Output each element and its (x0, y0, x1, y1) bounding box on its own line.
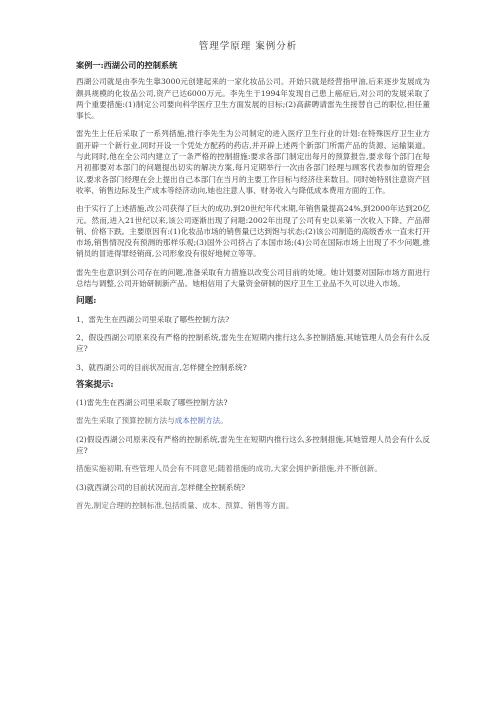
answer-3: 首先,制定合理的控制标准,包括质量、成本、预算、销售等方面。 (76, 500, 294, 510)
question-3: 3、就西湖公司的目前状况而言,怎样健全控制系统? (76, 362, 247, 372)
answer-1 (76, 415, 430, 426)
answers-title: 答案提示: (76, 379, 114, 390)
answer-question-1: (1)雷先生在西湖公司里采取了哪些控制方法? (76, 398, 228, 408)
questions-title: 问题: (76, 296, 97, 307)
answer-1-link[interactable]: 成本控制方法 (174, 416, 221, 426)
case-title: 案例一:西湖公司的控制系统 (76, 60, 178, 70)
case-paragraph-1: 西湖公司就是由李先生靠3000元创建起来的一家化妆品公司。开始只就是经营指甲油,后来逐步发展成为颇具规模的化妆品公司,资产已达6000万元。李先生于1994年发现自己患上癌症后,对公司的发展采取了两个重要措施:(1)制定公司要向科学医疗卫生方面发展的目标;(2)高薪聘请雷先生接替自己的职位,担任董事长。 (76, 77, 430, 121)
answer-2: 措施实施初期,有些管理人员会有不同意见;随着措施的成功,大家会拥护新措施,并不断创新。 (76, 464, 382, 474)
question-1: 1、雷先生在西湖公司里采取了哪些控制方法? (76, 314, 230, 324)
document-body (76, 60, 430, 518)
case-paragraph-3: 由于实行了上述措施,改公司获得了巨大的成功,到20世纪年代末期,年销售量提高24%,到2000年达到20亿元。然而,进入21世纪以来,该公司逐渐出现了问题:2002年出现了公司有史以来第一次收入下降、产品滞销、价格下跌。主要原因有:(1)化妆品市场的销售量已达到饱与状态;(2)该公司制造的高级香水一直未打开市场,销售情况没有预测的那样乐观;(3)国外公司挤占了本国市场;(4)公司在国际市场上出现了不少问题,推销员的冒进得罪经销商,公司形象没有很好地树立等等。 (76, 204, 430, 259)
answer-1-suffix: 。 (220, 416, 228, 426)
page-header: 管理学原理 案例分析 (198, 41, 298, 52)
answer-question-2: (2)假设西湖公司原来没有严格的控制系统,雷先生在短期内推行这么多控制措施,其她管理人员会有什么反应? (76, 434, 430, 456)
question-2: 2、假设西湖公司原来没有严格的控制系统,雷先生在短期内推行这么多控制措施,其她管理人员会有什么反应? (76, 332, 430, 354)
answer-1-text: 雷先生采取了预算控制方法与 (76, 416, 175, 426)
case-paragraph-2: 雷先生上任后采取了一系列措施,推行李先生为公司制定的进入医疗卫生行业的计划:在特殊医疗卫生业方面开辟一个新行业,同时开设一个凭处方配药的药店,并开辟上述两个新部门所需产品的货源、运输渠道。与此同时,他在全公司内建立了一条严格的控制措施:要求各部门制定出每月的预算报告,要求每个部门在每月初都要对本部门的问题提出切实的解决方案,每月定期举行一次由各部门经理与顾客代表参加的管理会议,要求各部门经理在会上提出自己本部门在当月的主要工作目标与经济往来数目。同时她特别注意资产回收率、销售边际及生产成本等经济动向,她也注意人事、财务收入与降低成本费用方面的工作。 (76, 129, 430, 195)
answer-question-3: (3)就西湖公司的目前状况而言,怎样健全控制系统? (76, 482, 246, 492)
case-paragraph-4: 雷先生也意识到公司存在的问题,准备采取有力措施以改变公司目前的处境。她计划要对国际市场方面进行总结与调整,公司开始研制新产品。她相信用了大量资金研制的医疗卫生工业品不久可以进入市场。 (76, 267, 430, 289)
